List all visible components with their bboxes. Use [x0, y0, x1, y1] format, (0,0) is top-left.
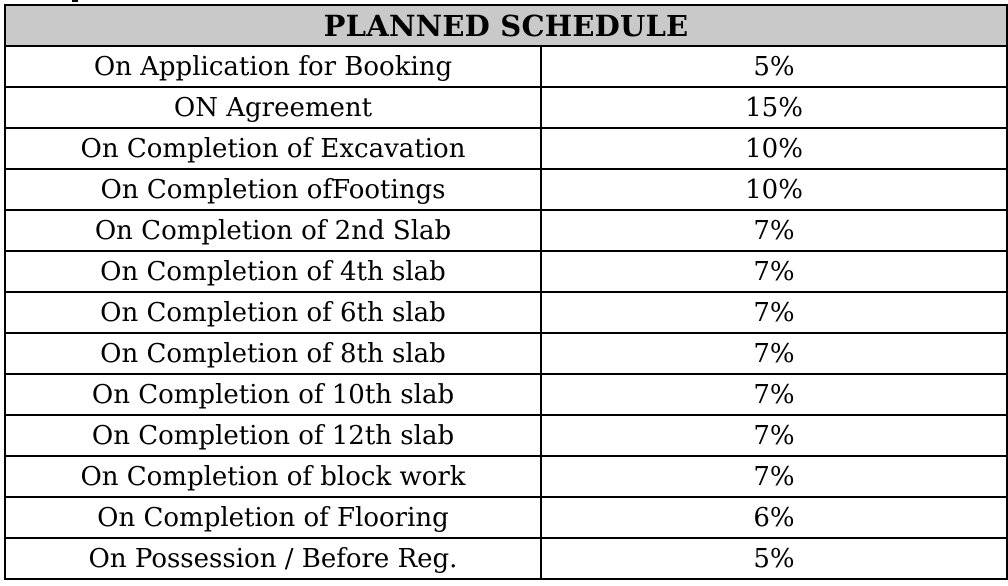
table-title: PLANNED SCHEDULE [5, 5, 1007, 46]
percent-cell: 7% [541, 210, 1007, 251]
table-row [5, 538, 1007, 579]
table-row [5, 46, 1007, 87]
stage-cell: On Completion of 2nd Slab [5, 210, 541, 251]
table-row [5, 128, 1007, 169]
table-row [5, 374, 1007, 415]
table-row [5, 497, 1007, 538]
planned-schedule-table [4, 4, 1008, 580]
percent-cell: 7% [541, 374, 1007, 415]
stage-cell: On Completion of Flooring [5, 497, 541, 538]
percent-cell: 5% [541, 538, 1007, 579]
percent-cell: 7% [541, 456, 1007, 497]
percent-cell: 7% [541, 333, 1007, 374]
stage-cell: On Possession / Before Reg. [5, 538, 541, 579]
stage-cell: On Completion of Excavation [5, 128, 541, 169]
table-row [5, 333, 1007, 374]
percent-cell: 6% [541, 497, 1007, 538]
table-row [5, 210, 1007, 251]
table-row [5, 292, 1007, 333]
percent-cell: 7% [541, 415, 1007, 456]
percent-cell: 5% [541, 46, 1007, 87]
table-row [5, 415, 1007, 456]
percent-cell: 7% [541, 251, 1007, 292]
percent-cell: 7% [541, 292, 1007, 333]
table-header-row [5, 5, 1007, 46]
table-row [5, 456, 1007, 497]
stage-cell: ON Agreement [5, 87, 541, 128]
stage-cell: On Completion ofFootings [5, 169, 541, 210]
percent-cell: 15% [541, 87, 1007, 128]
stage-cell: On Application for Booking [5, 46, 541, 87]
table-row [5, 169, 1007, 210]
table-row [5, 251, 1007, 292]
percent-cell: 10% [541, 169, 1007, 210]
stage-cell: On Completion of 4th slab [5, 251, 541, 292]
top-edge-mark [72, 0, 78, 2]
stage-cell: On Completion of 8th slab [5, 333, 541, 374]
stage-cell: On Completion of block work [5, 456, 541, 497]
table-row [5, 87, 1007, 128]
stage-cell: On Completion of 10th slab [5, 374, 541, 415]
stage-cell: On Completion of 6th slab [5, 292, 541, 333]
stage-cell: On Completion of 12th slab [5, 415, 541, 456]
percent-cell: 10% [541, 128, 1007, 169]
